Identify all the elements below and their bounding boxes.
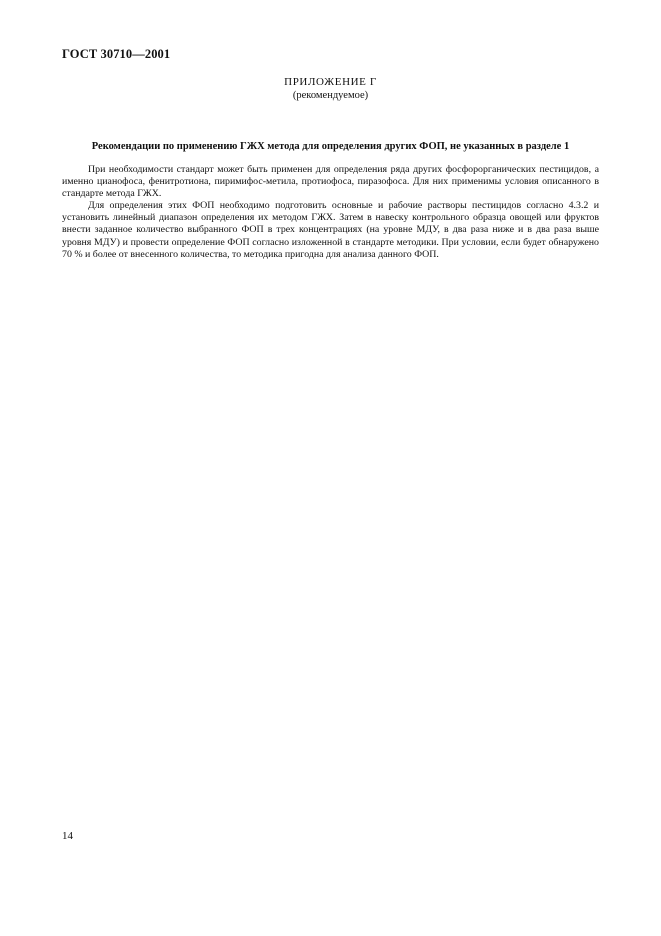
page-number: 14 (62, 830, 73, 842)
paragraph-1: При необходимости стандарт может быть применен для определения ряда других фосфорорганических пестицидов, а именно цианофоса, фенитротиона, пиримифос-метила, протиофоса, пиразофоса. Для них применимы условия описанного в стандарте метода ГЖХ. (62, 164, 599, 200)
body-text (62, 164, 599, 261)
appendix-subtitle: (рекомендуемое) (292, 90, 369, 101)
appendix-title: ПРИЛОЖЕНИЕ Г (284, 76, 377, 88)
document-code: ГОСТ 30710—2001 (62, 47, 171, 61)
paragraph-2: Для определения этих ФОП необходимо подготовить основные и рабочие растворы пестицидов согласно 4.3.2 и установить линейный диапазон определения их методом ГЖХ. Затем в навеску контрольного образца овощей или фруктов внести заданное количество выбранного ФОП в трех концентрациях (на уровне МДУ, в два раза ниже и в два раза выше уровня МДУ) и провести определение ФОП согласно изложенной в стандарте методики. При условии, если будет обнаружено 70 % и более от внесенного количества, то методика пригодна для анализа данного ФОП. (62, 200, 599, 260)
section-heading: Рекомендации по применению ГЖХ метода для определения других ФОП, не указанных в разделе 1 (91, 141, 570, 152)
